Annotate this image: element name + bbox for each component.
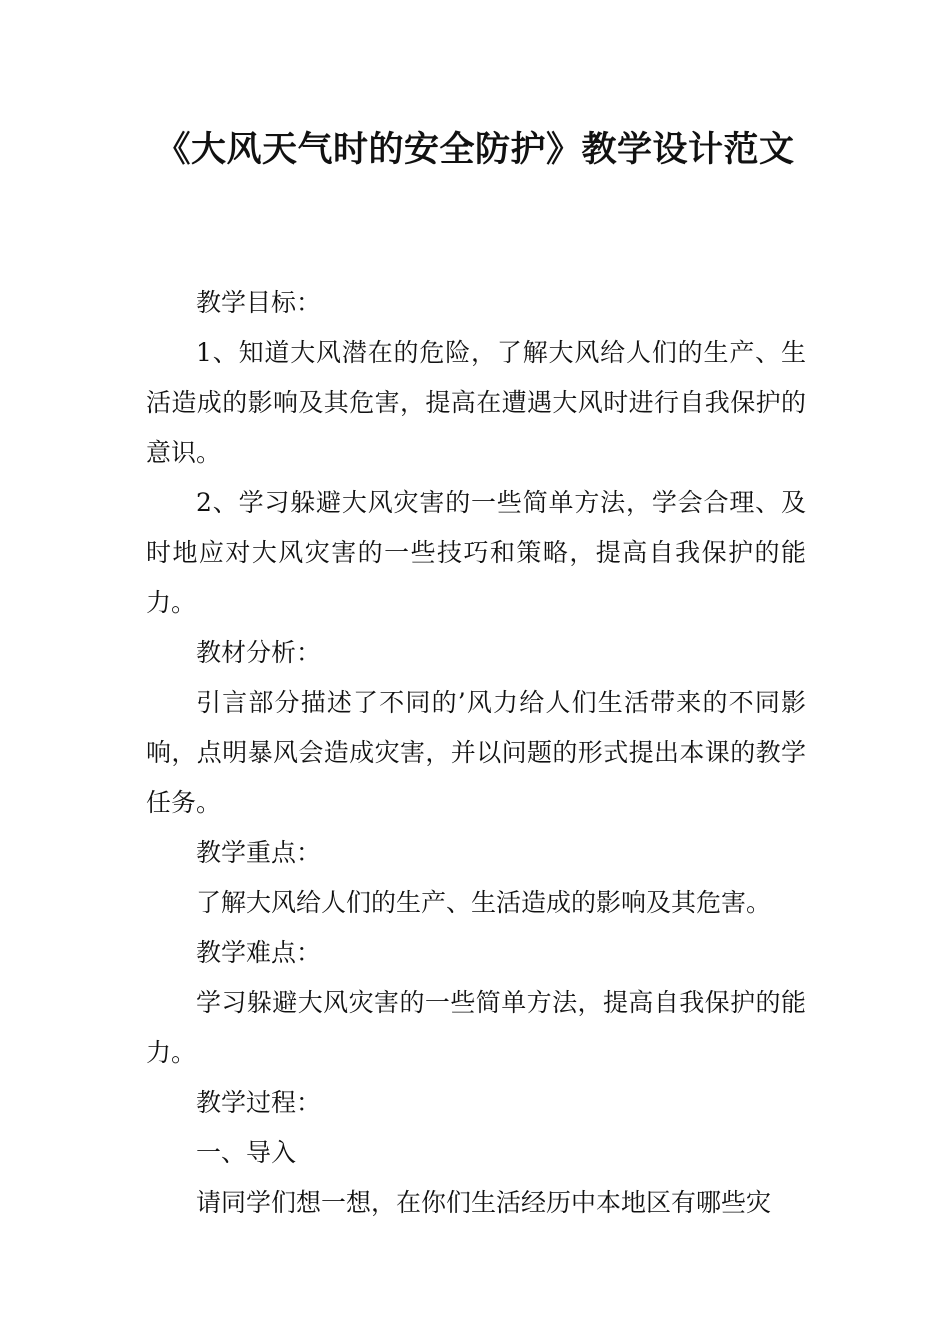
- paragraph-objective-1: 1、知道大风潜在的危险，了解大风给人们的生产、生活造成的影响及其危害，提高在遭遇大风时进行自我保护的意识。: [146, 338, 806, 467]
- paragraph-intro-text: 请同学们想一想，在你们生活经历中本地区有哪些灾: [196, 1188, 772, 1217]
- paragraph-objective-2: 2、学习躲避大风灾害的一些简单方法，学会合理、及时地应对大风灾害的一些技巧和策略，提高自我保护的能力。: [146, 488, 806, 617]
- paragraph-process-heading: 教学过程：: [196, 1088, 322, 1117]
- paragraph-objectives-heading: 教学目标：: [196, 288, 322, 317]
- paragraph-section-intro: 一、导入: [196, 1138, 297, 1167]
- paragraph-key-point: 了解大风给人们的生产、生活造成的影响及其危害。: [196, 888, 772, 917]
- paragraph-difficulty-heading: 教学难点：: [196, 938, 322, 967]
- paragraph-key-point-heading: 教学重点：: [196, 838, 322, 867]
- paragraph-difficulty: 学习躲避大风灾害的一些简单方法，提高自我保护的能力。: [146, 988, 806, 1067]
- paragraph-material-analysis: 引言部分描述了不同的’风力给人们生活带来的不同影响，点明暴风会造成灾害，并以问题的形式提出本课的教学任务。: [146, 688, 806, 817]
- document-title: 《大风天气时的安全防护》教学设计范文: [155, 130, 795, 170]
- paragraph-material-heading: 教材分析：: [196, 638, 322, 667]
- document-body: [146, 278, 806, 1228]
